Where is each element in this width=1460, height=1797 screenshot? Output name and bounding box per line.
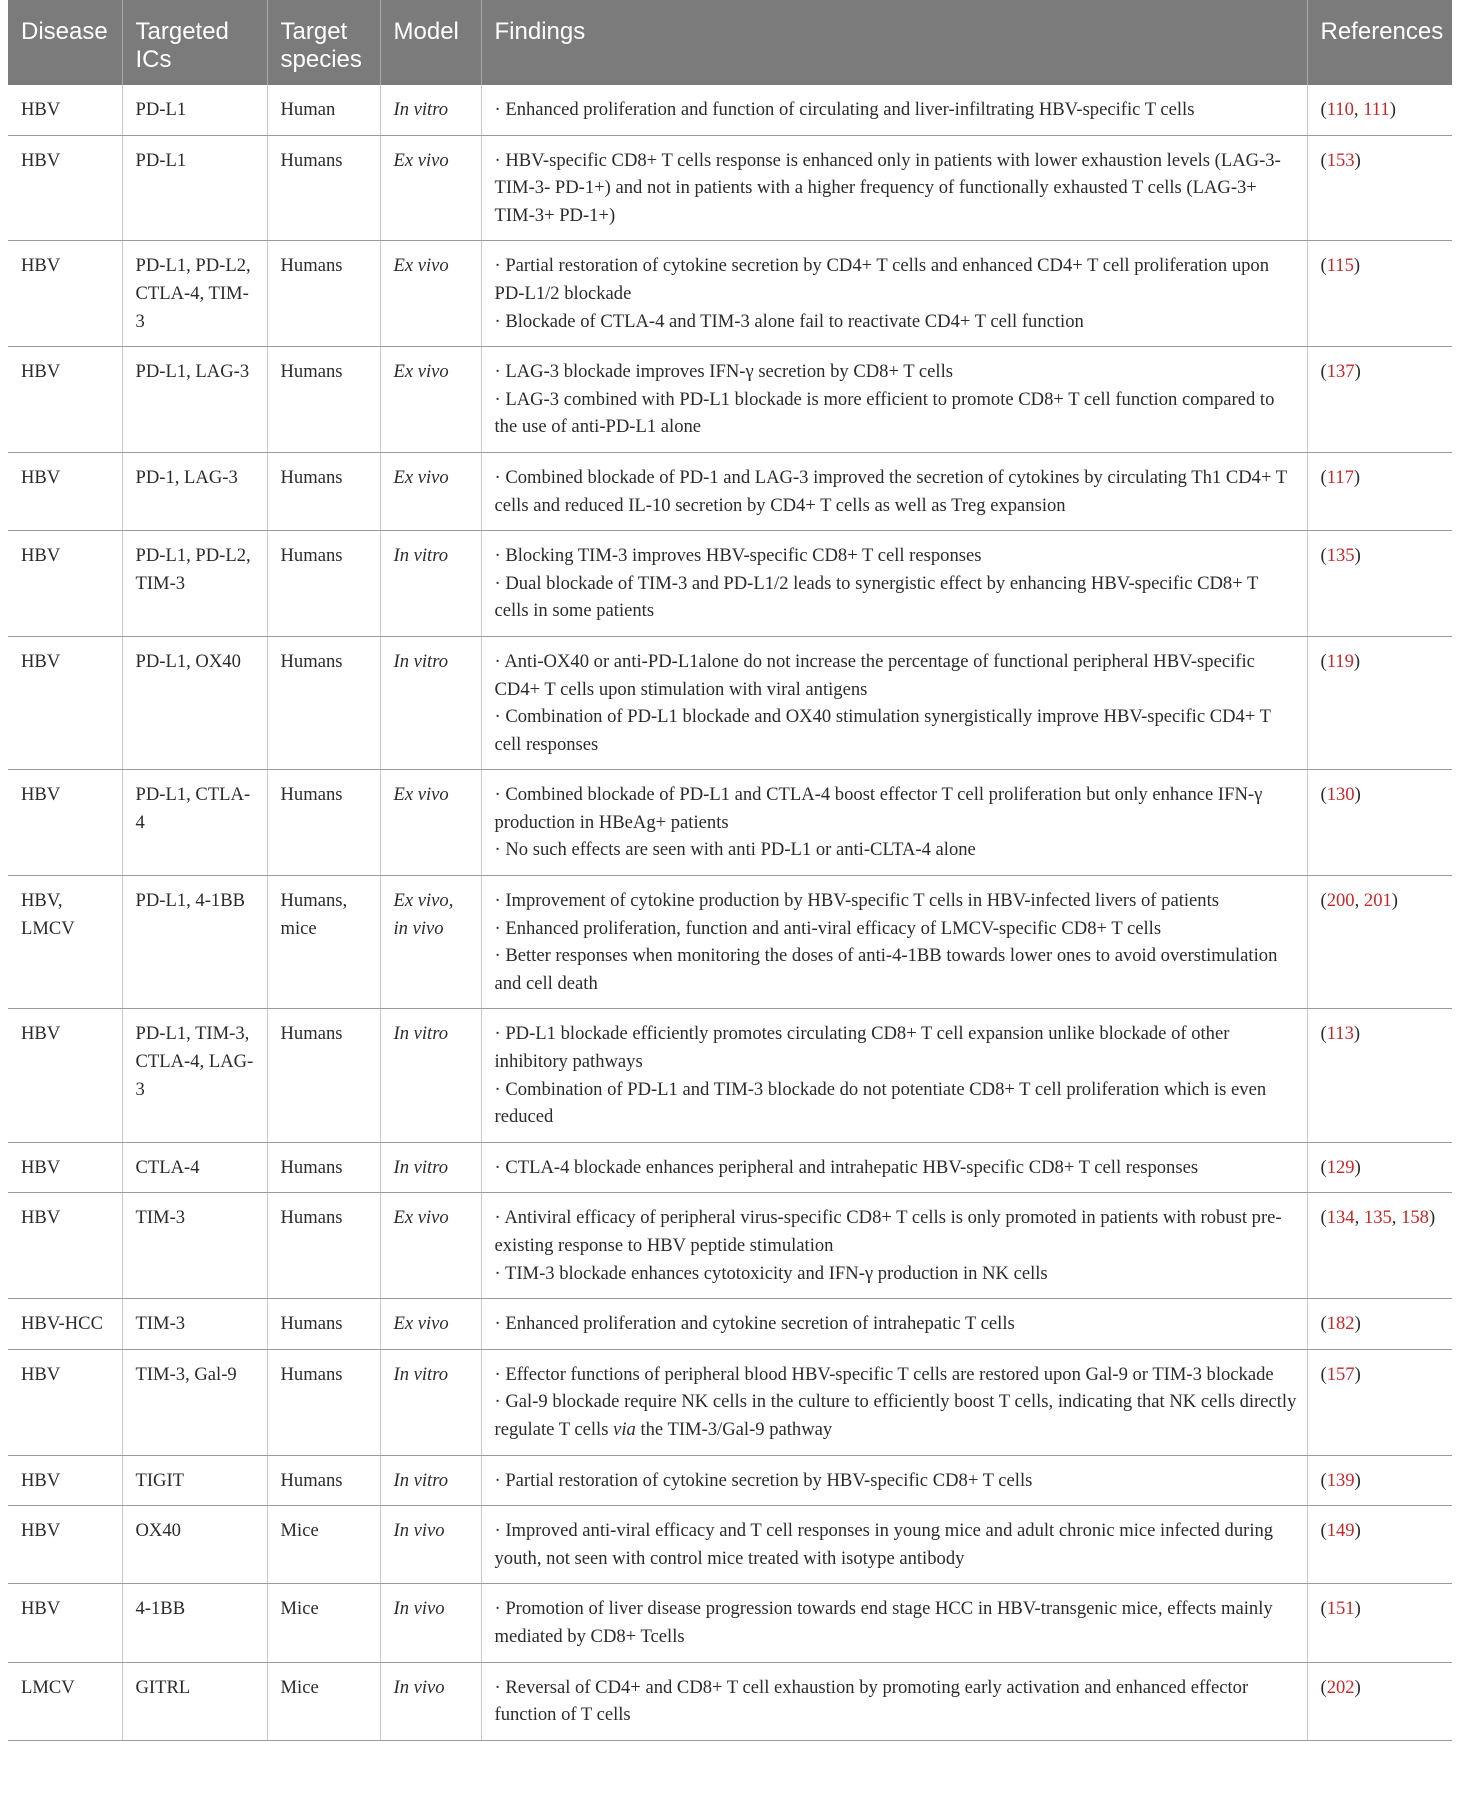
- cell-references: (157): [1307, 1349, 1452, 1455]
- finding-item: · Antiviral efficacy of peripheral virus-specific CD8+ T cells is only promoted in patients with robust pre-existing response to HBV peptide stimulation: [494, 1207, 1282, 1256]
- finding-item: · Combined blockade of PD-L1 and CTLA-4 boost effector T cell proliferation but only enhance IFN-γ production in HBeAg+ patients: [494, 784, 1263, 833]
- finding-item: · Combination of PD-L1 and TIM-3 blockade do not potentiate CD8+ T cell proliferation which is even reduced: [494, 1078, 1267, 1128]
- reference-link[interactable]: 134: [1326, 1207, 1355, 1229]
- cell-disease: HBV: [8, 636, 122, 769]
- cell-target-species: Humans: [267, 1142, 380, 1193]
- cell-target-species: Mice: [267, 1584, 380, 1662]
- cell-model: In vivo: [380, 1662, 481, 1740]
- header-disease: Disease: [8, 0, 122, 85]
- cell-target-species: Humans: [267, 135, 380, 241]
- cell-model: Ex vivo, in vivo: [380, 876, 481, 1009]
- reference-link[interactable]: 137: [1326, 361, 1355, 383]
- cell-targeted-ics: TIM-3, Gal-9: [122, 1349, 267, 1455]
- cell-references: (129): [1307, 1142, 1452, 1193]
- cell-model: Ex vivo: [380, 1299, 481, 1350]
- reference-link[interactable]: 135: [1326, 545, 1355, 567]
- header-references: References: [1307, 0, 1452, 85]
- cell-findings: [481, 1506, 1307, 1584]
- reference-link[interactable]: 157: [1326, 1363, 1355, 1385]
- table-row: [8, 241, 1452, 347]
- cell-references: (153): [1307, 135, 1452, 241]
- cell-disease: HBV: [8, 135, 122, 241]
- cell-disease: HBV: [8, 241, 122, 347]
- cell-target-species: Mice: [267, 1506, 380, 1584]
- cell-target-species: Humans: [267, 452, 380, 530]
- reference-link[interactable]: 110: [1326, 99, 1354, 120]
- cell-disease: HBV-HCC: [8, 1299, 122, 1350]
- reference-link[interactable]: 135: [1363, 1207, 1392, 1229]
- cell-references: (134, 135, 158): [1307, 1193, 1452, 1299]
- reference-link[interactable]: 201: [1363, 890, 1392, 912]
- cell-targeted-ics: PD-L1, TIM-3, CTLA-4, LAG-3: [122, 1009, 267, 1142]
- finding-item: · PD-L1 blockade efficiently promotes circulating CD8+ T cell expansion unlike blockade of other inhibitory pathways: [494, 1023, 1230, 1073]
- cell-target-species: Humans: [267, 1009, 380, 1142]
- cell-targeted-ics: TIGIT: [122, 1455, 267, 1506]
- cell-targeted-ics: PD-L1: [122, 135, 267, 241]
- table-row: [8, 1662, 1452, 1740]
- finding-item: · Combined blockade of PD-1 and LAG-3 improved the secretion of cytokines by circulating Th1 CD4+ T cells and reduced IL-10 secretion by CD4+ T cells as well as Treg expansion: [494, 466, 1287, 516]
- finding-item: · HBV-specific CD8+ T cells response is enhanced only in patients with lower exhaustion levels (LAG-3- TIM-3- PD-1+) and not in patients with a higher frequency of functionally exhausted T cells (LAG-3+ TIM-3+ PD-1+): [494, 149, 1281, 226]
- finding-item: · Enhanced proliferation and cytokine secretion of intrahepatic T cells: [494, 1313, 1015, 1335]
- finding-item: · Combination of PD-L1 blockade and OX40 stimulation synergistically improve HBV-specific CD4+ T cell responses: [494, 706, 1271, 755]
- cell-references: (149): [1307, 1506, 1452, 1584]
- cell-targeted-ics: 4-1BB: [122, 1584, 267, 1662]
- finding-item: · LAG-3 blockade improves IFN-γ secretion by CD8+ T cells: [494, 361, 953, 383]
- cell-findings: [481, 876, 1307, 1009]
- reference-link[interactable]: 139: [1326, 1469, 1355, 1491]
- header-model: Model: [380, 0, 481, 85]
- cell-findings: [481, 241, 1307, 347]
- cell-target-species: Humans, mice: [267, 876, 380, 1009]
- cell-disease: HBV: [8, 1193, 122, 1299]
- cell-disease: LMCV: [8, 1662, 122, 1740]
- cell-model: In vitro: [380, 1349, 481, 1455]
- cell-model: Ex vivo: [380, 347, 481, 453]
- cell-model: In vivo: [380, 1584, 481, 1662]
- cell-model: Ex vivo: [380, 452, 481, 530]
- cell-disease: HBV: [8, 452, 122, 530]
- cell-disease: HBV: [8, 1584, 122, 1662]
- cell-model: In vivo: [380, 1506, 481, 1584]
- table-row: [8, 1193, 1452, 1299]
- finding-item: · Enhanced proliferation, function and anti-viral efficacy of LMCV-specific CD8+ T cells: [494, 917, 1162, 939]
- cell-findings: [481, 1299, 1307, 1350]
- cell-references: (130): [1307, 770, 1452, 876]
- finding-item: · Improved anti-viral efficacy and T cell responses in young mice and adult chronic mice infected during youth, not seen with control mice treated with isotype antibody: [494, 1520, 1274, 1569]
- finding-item: · Improvement of cytokine production by HBV-specific T cells in HBV-infected livers of patients: [494, 890, 1219, 912]
- cell-findings: [481, 1662, 1307, 1740]
- header-row: [8, 0, 1452, 85]
- cell-targeted-ics: PD-L1, LAG-3: [122, 347, 267, 453]
- table-row: [8, 1009, 1452, 1142]
- finding-item: · Blocking TIM-3 improves HBV-specific CD8+ T cell responses: [494, 545, 982, 567]
- header-target-species: Target species: [267, 0, 380, 85]
- reference-link[interactable]: 117: [1326, 466, 1354, 488]
- reference-link[interactable]: 129: [1326, 1156, 1355, 1178]
- cell-model: In vitro: [380, 1142, 481, 1193]
- cell-target-species: Humans: [267, 1455, 380, 1506]
- finding-item: · Effector functions of peripheral blood HBV-specific T cells are restored upon Gal-9 or TIM-3 blockade: [494, 1363, 1274, 1385]
- cell-targeted-ics: TIM-3: [122, 1193, 267, 1299]
- finding-item: · Dual blockade of TIM-3 and PD-L1/2 leads to synergistic effect by enhancing HBV-specific CD8+ T cells in some patients: [494, 572, 1259, 622]
- reference-link[interactable]: 158: [1401, 1207, 1429, 1229]
- finding-item: · Partial restoration of cytokine secretion by CD4+ T cells and enhanced CD4+ T cell proliferation upon PD-L1/2 blockade: [494, 255, 1270, 304]
- cell-references: (200, 201): [1307, 876, 1452, 1009]
- reference-link[interactable]: 111: [1363, 99, 1390, 120]
- cell-target-species: Humans: [267, 1299, 380, 1350]
- cell-targeted-ics: PD-1, LAG-3: [122, 452, 267, 530]
- cell-references: (137): [1307, 347, 1452, 453]
- cell-references: (113): [1307, 1009, 1452, 1142]
- cell-references: (119): [1307, 636, 1452, 769]
- cell-targeted-ics: CTLA-4: [122, 1142, 267, 1193]
- cell-findings: [481, 85, 1307, 135]
- table-row: [8, 531, 1452, 637]
- cell-findings: [481, 1009, 1307, 1142]
- table-row: [8, 1584, 1452, 1662]
- cell-target-species: Humans: [267, 347, 380, 453]
- header-targeted-ics: Targeted ICs: [122, 0, 267, 85]
- reference-link[interactable]: 200: [1326, 890, 1355, 912]
- cell-target-species: Mice: [267, 1662, 380, 1740]
- cell-model: Ex vivo: [380, 1193, 481, 1299]
- cell-targeted-ics: OX40: [122, 1506, 267, 1584]
- cell-model: In vitro: [380, 1455, 481, 1506]
- cell-references: (135): [1307, 531, 1452, 637]
- finding-item: · LAG-3 combined with PD-L1 blockade is more efficient to promote CD8+ T cell function compared to the use of anti-PD-L1 alone: [494, 388, 1275, 438]
- cell-disease: HBV, LMCV: [8, 876, 122, 1009]
- cell-targeted-ics: PD-L1, 4-1BB: [122, 876, 267, 1009]
- cell-target-species: Human: [267, 85, 380, 135]
- cell-findings: [481, 1584, 1307, 1662]
- cell-references: (117): [1307, 452, 1452, 530]
- cell-target-species: Humans: [267, 770, 380, 876]
- cell-model: Ex vivo: [380, 770, 481, 876]
- table-header: [8, 0, 1452, 85]
- cell-findings: [481, 531, 1307, 637]
- cell-references: (115): [1307, 241, 1452, 347]
- table-row: [8, 1349, 1452, 1455]
- finding-item: · Enhanced proliferation and function of circulating and liver-infiltrating HBV-specific T cells: [494, 99, 1195, 120]
- cell-targeted-ics: PD-L1, CTLA-4: [122, 770, 267, 876]
- cell-disease: HBV: [8, 770, 122, 876]
- cell-model: In vitro: [380, 85, 481, 135]
- cell-disease: HBV: [8, 1506, 122, 1584]
- finding-item: · CTLA-4 blockade enhances peripheral and intrahepatic HBV-specific CD8+ T cell responses: [494, 1156, 1199, 1178]
- cell-model: Ex vivo: [380, 241, 481, 347]
- cell-findings: [481, 770, 1307, 876]
- table-row: [8, 452, 1452, 530]
- finding-item: · Anti-OX40 or anti-PD-L1alone do not increase the percentage of functional peripheral HBV-specific CD4+ T cells upon stimulation with viral antigens: [494, 650, 1255, 700]
- cell-findings: [481, 135, 1307, 241]
- cell-target-species: Humans: [267, 636, 380, 769]
- table-row: [8, 1455, 1452, 1506]
- cell-references: (202): [1307, 1662, 1452, 1740]
- finding-item: · No such effects are seen with anti PD-L1 or anti-CLTA-4 alone: [494, 839, 976, 861]
- cell-disease: HBV: [8, 1009, 122, 1142]
- table-row: [8, 135, 1452, 241]
- table-row: [8, 636, 1452, 769]
- cell-references: (139): [1307, 1455, 1452, 1506]
- cell-references: (151): [1307, 1584, 1452, 1662]
- cell-references: (182): [1307, 1299, 1452, 1350]
- cell-disease: HBV: [8, 531, 122, 637]
- reference-link[interactable]: 153: [1326, 149, 1355, 171]
- cell-target-species: Humans: [267, 1193, 380, 1299]
- cell-targeted-ics: TIM-3: [122, 1299, 267, 1350]
- finding-item: · Better responses when monitoring the doses of anti-4-1BB towards lower ones to avoid overstimulation and cell death: [494, 945, 1278, 994]
- cell-findings: [481, 452, 1307, 530]
- cell-targeted-ics: PD-L1, OX40: [122, 636, 267, 769]
- cell-targeted-ics: PD-L1, PD-L2, CTLA-4, TIM-3: [122, 241, 267, 347]
- cell-findings: [481, 1455, 1307, 1506]
- table-row: [8, 85, 1452, 135]
- cell-model: In vitro: [380, 636, 481, 769]
- table-row: [8, 876, 1452, 1009]
- cell-references: (110, 111): [1307, 85, 1452, 135]
- table-body: [8, 85, 1452, 1740]
- cell-findings: [481, 1193, 1307, 1299]
- cell-disease: HBV: [8, 1142, 122, 1193]
- cell-findings: [481, 636, 1307, 769]
- table-row: [8, 1299, 1452, 1350]
- cell-target-species: Humans: [267, 241, 380, 347]
- finding-item: · Gal-9 blockade require NK cells in the culture to efficiently boost T cells, indicating that NK cells directly regulate T cells via the TIM-3/Gal-9 pathway: [494, 1391, 1297, 1440]
- table-row: [8, 347, 1452, 453]
- cell-model: In vitro: [380, 1009, 481, 1142]
- cell-model: Ex vivo: [380, 135, 481, 241]
- cell-disease: HBV: [8, 347, 122, 453]
- finding-item: · Promotion of liver disease progression towards end stage HCC in HBV-transgenic mice, effects mainly mediated by CD8+ Tcells: [494, 1598, 1273, 1647]
- reference-link[interactable]: 151: [1326, 1598, 1355, 1620]
- cell-targeted-ics: GITRL: [122, 1662, 267, 1740]
- table-row: [8, 1506, 1452, 1584]
- table-row: [8, 770, 1452, 876]
- reference-link[interactable]: 113: [1326, 1023, 1354, 1045]
- reference-link[interactable]: 119: [1326, 650, 1354, 672]
- cell-disease: HBV: [8, 1349, 122, 1455]
- finding-item: · TIM-3 blockade enhances cytotoxicity and IFN-γ production in NK cells: [494, 1262, 1048, 1284]
- cell-target-species: Humans: [267, 531, 380, 637]
- finding-item: · Blockade of CTLA-4 and TIM-3 alone fail to reactivate CD4+ T cell function: [494, 310, 1084, 332]
- cell-findings: [481, 347, 1307, 453]
- cell-disease: HBV: [8, 85, 122, 135]
- reference-link[interactable]: 115: [1326, 255, 1354, 277]
- cell-target-species: Humans: [267, 1349, 380, 1455]
- reference-link[interactable]: 130: [1326, 784, 1355, 806]
- finding-item: · Reversal of CD4+ and CD8+ T cell exhaustion by promoting early activation and enhanced effector function of T cells: [494, 1676, 1249, 1726]
- reference-link[interactable]: 182: [1326, 1313, 1355, 1335]
- finding-item: · Partial restoration of cytokine secretion by HBV-specific CD8+ T cells: [494, 1469, 1033, 1491]
- table-row: [8, 1142, 1452, 1193]
- immune-checkpoint-table: [8, 0, 1452, 1741]
- cell-findings: [481, 1349, 1307, 1455]
- cell-targeted-ics: PD-L1: [122, 85, 267, 135]
- cell-findings: [481, 1142, 1307, 1193]
- cell-targeted-ics: PD-L1, PD-L2, TIM-3: [122, 531, 267, 637]
- reference-link[interactable]: 149: [1326, 1520, 1355, 1542]
- header-findings: Findings: [481, 0, 1307, 85]
- reference-link[interactable]: 202: [1326, 1676, 1355, 1698]
- cell-disease: HBV: [8, 1455, 122, 1506]
- cell-model: In vitro: [380, 531, 481, 637]
